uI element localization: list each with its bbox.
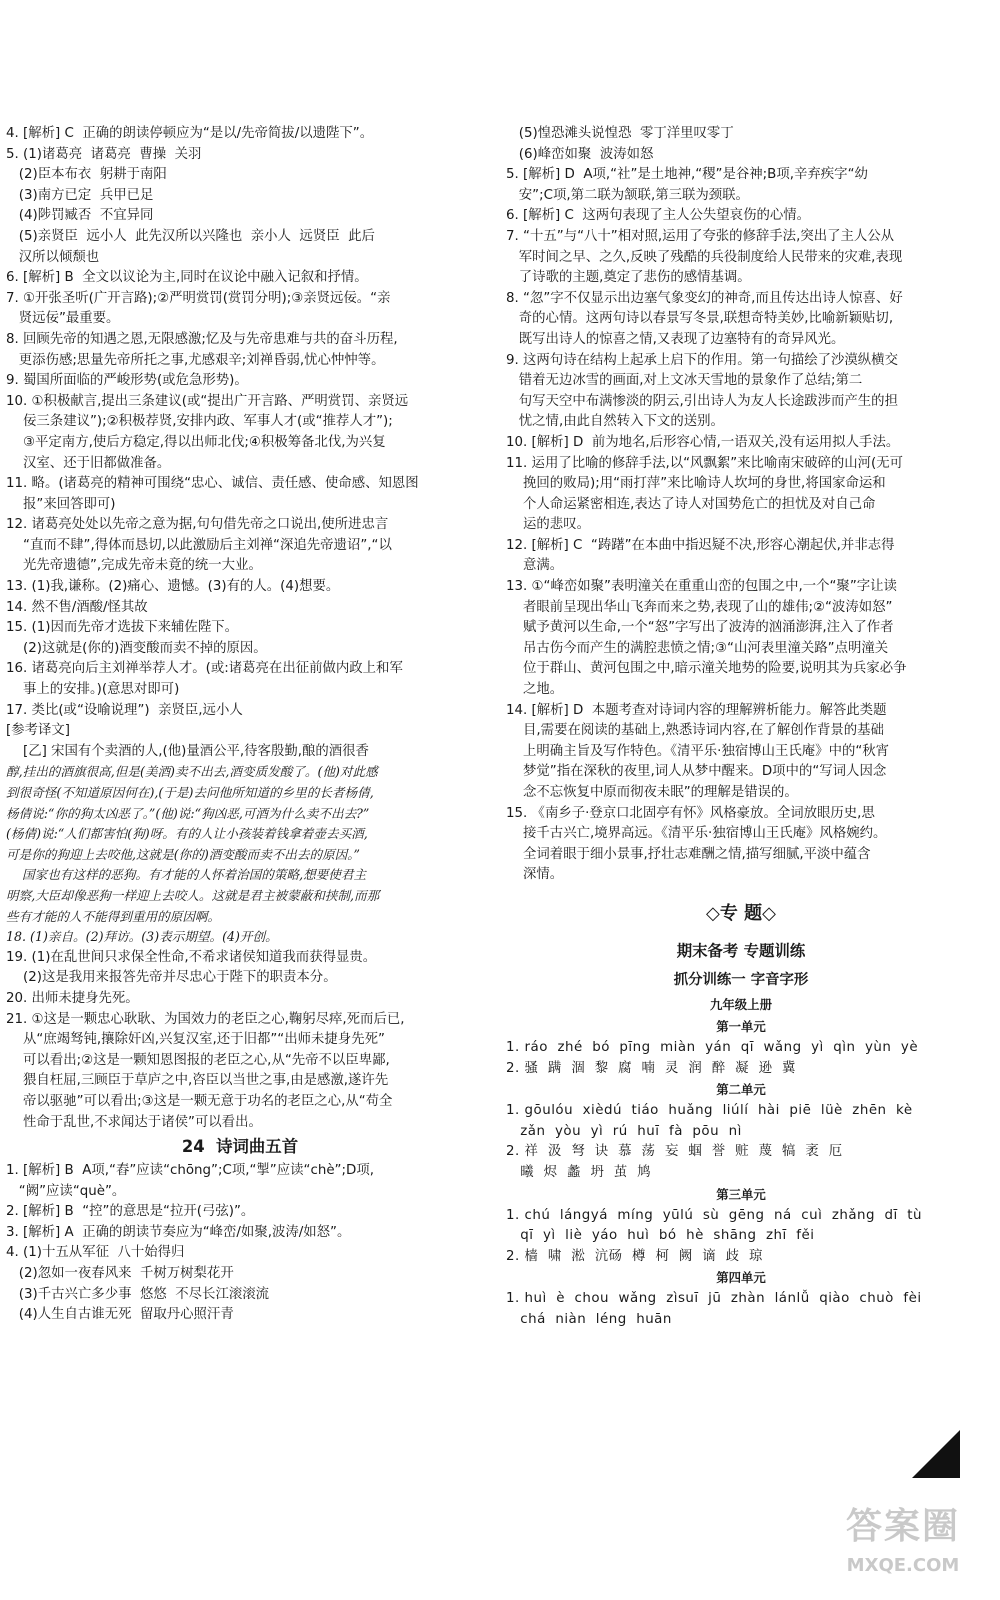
right-column — [506, 124, 976, 1331]
translation-line: 醇,挂出的酒旗很高,但是(美酒)卖不出去,酒变质发酸了。(他)对此感 — [6, 764, 378, 780]
answer-line: 7. “十五”与“八十”相对照,运用了夸张的修辞手法,突出了主人公从 — [506, 228, 895, 244]
corner-triangle — [912, 1430, 960, 1478]
answer-line: 5. [解析] D A项,“社”是土地神,“稷”是谷神;B项,辛弃疾字“幼 — [506, 167, 868, 183]
answer-line: 7. ①开张圣听(广开言路);②严明赏罚(赏罚分明);③亲贤远佞。“亲 — [6, 290, 391, 306]
answer-line: 2. 樯 啸 淞 沆砀 樽 柯 阙 谪 歧 琼 — [506, 1248, 763, 1264]
answer-line: 2. 骚 蹒 涸 黎 腐 喃 灵 润 醉 凝 逊 冀 — [506, 1060, 796, 1076]
answer-line: “阙”应读“què”。 — [6, 1183, 126, 1199]
unit-title: 第二单元 — [716, 1082, 766, 1098]
answer-line: 1. chú lángyá míng yūlú sù gēng ná cuì zhǎng dī tù — [506, 1207, 923, 1223]
answer-line: 汉室、还于旧都做准备。 — [6, 455, 171, 471]
answer-line: 忧之情,由此自然转入下文的送别。 — [506, 414, 724, 430]
answer-line: 10. ①积极献言,提出三条建议(或“提出广开言路、严明赏罚、亲贤远 — [6, 393, 409, 409]
answer-line: 从“庶竭驽钝,攘除奸凶,兴复汉室,还于旧都”“出师未捷身先死” — [6, 1032, 385, 1048]
answer-line: 梦觉”指在深秋的夜里,词人从梦中醒来。D项中的“写词人因念 — [506, 764, 887, 780]
answer-line: 佞三条建议”);②积极荐贤,安排内政、军事人才(或“推荐人才”); — [6, 414, 393, 430]
answer-line: 15. (1)因而先帝才选拔下来辅佐陛下。 — [6, 620, 238, 636]
translation-line: 国家也有这样的恶狗。有才能的人怀着治国的策略,想要使君主 — [6, 867, 367, 883]
answer-line: (4)人生自古谁无死 留取丹心照汗青 — [6, 1307, 234, 1323]
answer-line: 运的悲叹。 — [506, 517, 590, 533]
answer-line: 5. (1)诸葛亮 诸葛亮 曹操 关羽 — [6, 146, 202, 162]
answer-line: 17. 类比(或“设喻说理”) 亲贤臣,远小人 — [6, 702, 243, 718]
section-title: 期末备考 专题训练 — [676, 941, 806, 960]
answer-line: 6. [解析] B 全文以议论为主,同时在议论中融入记叙和抒情。 — [6, 270, 368, 286]
answer-line: 12. [解析] C “踌躇”在本曲中指迟疑不决,形容心潮起伏,并非志得 — [506, 537, 895, 553]
answer-line: 吊古伤今而产生的满腔悲愤之情;③“山河表里潼关路”点明潼关 — [506, 640, 889, 656]
answer-line: ③平定南方,使后方稳定,得以出师北伐;④积极筹备北伐,为兴复 — [6, 434, 386, 450]
answer-line: 8. “忽”字不仅显示出边塞气象变幻的神奇,而且传达出诗人惊喜、好 — [506, 290, 903, 306]
answer-line: 错着无边冰雪的画面,对上文冰天雪地的景象作了总结;第二 — [506, 373, 863, 389]
answer-line: 目,需要在阅读的基础上,熟悉诗词内容,在了解创作背景的基础 — [506, 723, 884, 739]
answer-line: 19. (1)在乱世间只求保全性命,不希求诸侯知道我而获得显贵。 — [6, 949, 377, 965]
grade-label: 九年级上册 — [710, 996, 772, 1012]
answer-line: 3. [解析] A 正确的朗读节奏应为“峰峦/如聚,波涛/如怒”。 — [6, 1224, 351, 1240]
answer-line: 全词着眼于细小景事,抒壮志难酬之情,描写细腻,平淡中蕴含 — [506, 846, 871, 862]
unit-title: 第三单元 — [716, 1186, 766, 1202]
answer-line: 11. 略。(诸葛亮的精神可围绕“忠心、诚信、责任感、使命感、知恩图 — [6, 476, 419, 492]
answer-line: 接千古兴亡,境界高远。《清平乐·独宿博山王氏庵》风格婉约。 — [506, 826, 887, 842]
answer-line: 上明确主旨及写作特色。《清平乐·独宿博山王氏庵》中的“秋宵 — [506, 743, 890, 759]
answer-line: 1. huì è chou wǎng zìsuī jū zhàn lánlǚ qiào chuò fèi — [506, 1291, 922, 1307]
answer-line: 挽回的败局);用“雨打萍”来比喻诗人坎坷的身世,将国家命运和 — [506, 476, 886, 492]
answer-line: 1. gōulóu xièdú tiáo huǎng liúlí hài piē lüè zhēn kè — [506, 1103, 913, 1119]
answer-line: 14. 然不售/酒酸/怪其故 — [6, 599, 148, 615]
answer-line: 之地。 — [506, 682, 564, 698]
answer-line: 光先帝遗德”,完成先帝未竟的统一大业。 — [6, 558, 262, 574]
answer-line: 16. 诸葛亮向后主刘禅举荐人才。(或:诸葛亮在出征前做内政上和军 — [6, 661, 403, 677]
answer-line: 既写出诗人的惊喜之情,又表现了边塞特有的奇异风光。 — [506, 331, 845, 347]
answer-line: 更添伤感;思量先帝所托之事,尤感艰辛;刘禅昏弱,忧心忡忡等。 — [6, 352, 385, 368]
answer-line: 1. [解析] B A项,“舂”应读“chōng”;C项,“掣”应读“chè”;D项, — [6, 1163, 374, 1179]
answer-line: 13. ①“峰峦如聚”表明潼关在重重山峦的包围之中,一个“聚”字让读 — [506, 579, 897, 595]
answer-line: chá niàn léng huān — [506, 1311, 672, 1327]
answer-line: (3)千古兴亡多少事 悠悠 不尽长江滚滚流 — [6, 1286, 270, 1302]
answer-line: 念不忘恢复中原而彻夜未眠”的理解是错误的。 — [506, 785, 798, 800]
watermark — [808, 1500, 998, 1596]
answer-line: 个人命运紧密相连,表达了诗人对国势危亡的担忧及对自己命 — [506, 496, 876, 512]
answer-line: 20. 出师未捷身先死。 — [6, 990, 139, 1006]
answer-line: 奇的心情。这两句诗以春景写冬景,联想奇特美妙,比喻新颖贴切, — [506, 311, 894, 327]
answer-line: 汉所以倾颓也 — [6, 249, 100, 265]
answer-line: 报”来回答即可) — [6, 496, 116, 512]
answer-line: 2. 祥 汲 弩 诀 慕 荡 妄 蝈 誉 赃 蔑 犒 袤 厄 — [506, 1144, 843, 1160]
answer-line: (5)亲贤臣 远小人 此先汉所以兴隆也 亲小人 远贤臣 此后 — [6, 228, 375, 244]
answer-line: 了诗歌的主题,奠定了悲伤的感情基调。 — [506, 270, 751, 286]
answer-line: [乙] 宋国有个卖酒的人,(他)量酒公平,待客殷勤,酿的酒很香 — [6, 743, 369, 759]
answer-line: 6. [解析] C 这两句表现了主人公失望哀伤的心情。 — [506, 208, 811, 224]
answer-line: 性命于乱世,不求闻达于诸侯”可以看出。 — [6, 1114, 262, 1130]
translation-line: 到很奇怪(不知道原因何在),(于是)去问他所知道的乡里的长者杨倩, — [6, 785, 374, 800]
answer-line: 深情。 — [506, 867, 564, 883]
answer-line: (2)这就是(你的)酒变酸而卖不掉的原因。 — [6, 640, 267, 656]
answer-line: 猥自枉屈,三顾臣于草庐之中,咨臣以当世之事,由是感激,遂许先 — [6, 1073, 389, 1089]
section-subtitle: 抓分训练一 字音字形 — [673, 971, 809, 988]
unit-title: 第一单元 — [716, 1018, 766, 1034]
translation-line: 些有才能的人不能得到重用的原因啊。 — [6, 908, 221, 924]
answer-line: 14. [解析] D 本题考查对诗词内容的理解辨析能力。解答此类题 — [506, 702, 887, 718]
left-column — [6, 124, 474, 1326]
answer-line: 意满。 — [506, 558, 564, 574]
translation-line: 明察,大臣却像恶狗一样迎上去咬人。这就是君主被蒙蔽和挟制,而那 — [6, 887, 380, 903]
answer-line: 15. 《南乡子·登京口北固亭有怀》风格豪放。全词放眼历史,思 — [506, 805, 875, 821]
section-title: 24 诗词曲五首 — [181, 1137, 299, 1157]
answer-line: 贤远佞”最重要。 — [6, 311, 120, 327]
section-header: ◇专 题◇ — [706, 902, 776, 924]
answer-line: (2)臣本布衣 躬耕于南阳 — [6, 167, 167, 183]
answer-line: 12. 诸葛亮处处以先帝之意为据,句句借先帝之口说出,使所进忠言 — [6, 517, 389, 533]
answer-line: 事上的安排。)(意思对即可) — [6, 682, 180, 698]
answer-line: 赋予黄河以生命,一个“怒”字写出了波涛的汹涌澎湃,注入了作者 — [506, 620, 894, 636]
answer-line: 13. (1)我,谦称。(2)痛心、遗憾。(3)有的人。(4)想要。 — [6, 579, 340, 595]
watermark-url: MXQE.COM — [846, 1555, 960, 1576]
answer-line: 11. 运用了比喻的修辞手法,以“风飘絮”来比喻南宋破碎的山河(无可 — [506, 455, 904, 471]
answer-line: 1. ráo zhé bó pīng miàn yán qī wǎng yì qìn yùn yè — [506, 1039, 919, 1055]
answer-line: 者眼前呈现出华山飞奔而来之势,表现了山的雄伟;②“波涛如怒” — [506, 599, 893, 615]
translation-line: 18. (1)亲自。(2)拜访。(3)表示期望。(4)开创。 — [6, 929, 278, 945]
answer-line: [参考译文] — [6, 723, 71, 739]
answer-line: 可以看出;②这是一颗知恩图报的老臣之心,从“先帝不以臣卑鄙, — [6, 1052, 390, 1068]
answer-line: 安”;C项,第二联为颔联,第三联为颈联。 — [506, 187, 749, 203]
answer-line: (6)峰峦如聚 波涛如怒 — [506, 146, 654, 162]
answer-line: 4. (1)十五从军征 八十始得归 — [6, 1245, 185, 1261]
answer-line: (2)这是我用来报答先帝并尽忠心于陛下的职责本分。 — [6, 970, 337, 986]
answer-line: 9. 蜀国所面临的严峻形势(或危急形势)。 — [6, 373, 248, 389]
answer-line: 帝以驱驰”可以看出;③这是一颗无意于功名的老臣之心,从“苟全 — [6, 1093, 393, 1109]
answer-line: 10. [解析] D 前为地名,后形容心情,一语双关,没有运用拟人手法。 — [506, 434, 900, 450]
answer-line: (2)忽如一夜春风来 千树万树梨花开 — [6, 1266, 234, 1282]
answer-line: 军时间之早、之久,反映了残酷的兵役制度给人民带来的灾难,表现 — [506, 249, 903, 265]
answer-line: qī yì liè yáo huì bó hè shāng zhī fěi — [506, 1228, 815, 1244]
answer-line: 4. [解析] C 正确的朗读停顿应为“是以/先帝简拔/以遗陛下”。 — [6, 126, 374, 141]
answer-line: 2. [解析] B “控”的意思是“拉开(弓弦)”。 — [6, 1204, 255, 1220]
translation-line: 杨倩说:“你的狗太凶恶了。”(他)说:“狗凶恶,可酒为什么卖不出去?” — [6, 805, 370, 821]
answer-line: (5)惶恐滩头说惶恐 零丁洋里叹零丁 — [506, 126, 734, 141]
answer-line: “直而不肆”,得体而恳切,以此激励后主刘禅“深追先帝遗诏”,“以 — [6, 537, 392, 553]
translation-line: 可是你的狗迎上去咬他,这就是(你的)酒变酸而卖不出去的原因。” — [6, 846, 360, 862]
answer-line: (3)南方已定 兵甲已足 — [6, 187, 154, 203]
answer-line: zǎn yòu yì rú huī fà pōu nì — [506, 1123, 742, 1139]
answer-line: 8. 回顾先帝的知遇之恩,无限感激;忆及与先帝患难与共的奋斗历程, — [6, 331, 398, 347]
answer-line: 位于群山、黄河包围之中,暗示潼关地势的险要,说明其为兵家必争 — [506, 661, 907, 677]
translation-line: (杨倩)说:“人们都害怕(狗)呀。有的人让小孩装着钱拿着壶去买酒, — [6, 826, 368, 842]
answer-line: 句写天空中布满惨淡的阴云,引出诗人为友人长途跋涉而产生的担 — [506, 393, 898, 409]
answer-line: (4)陟罚臧否 不宜异同 — [6, 208, 154, 224]
watermark-logo: 答案圈 — [845, 1506, 960, 1547]
unit-title: 第四单元 — [716, 1270, 766, 1286]
answer-line: 21. ①这是一颗忠心耿耿、为国效力的老臣之心,鞠躬尽瘁,死而后已, — [6, 1011, 405, 1027]
answer-line: 曦 烬 蠡 坍 茧 鸠 — [506, 1164, 652, 1180]
answer-line: 9. 这两句诗在结构上起承上启下的作用。第一句描绘了沙漠纵横交 — [506, 352, 898, 368]
